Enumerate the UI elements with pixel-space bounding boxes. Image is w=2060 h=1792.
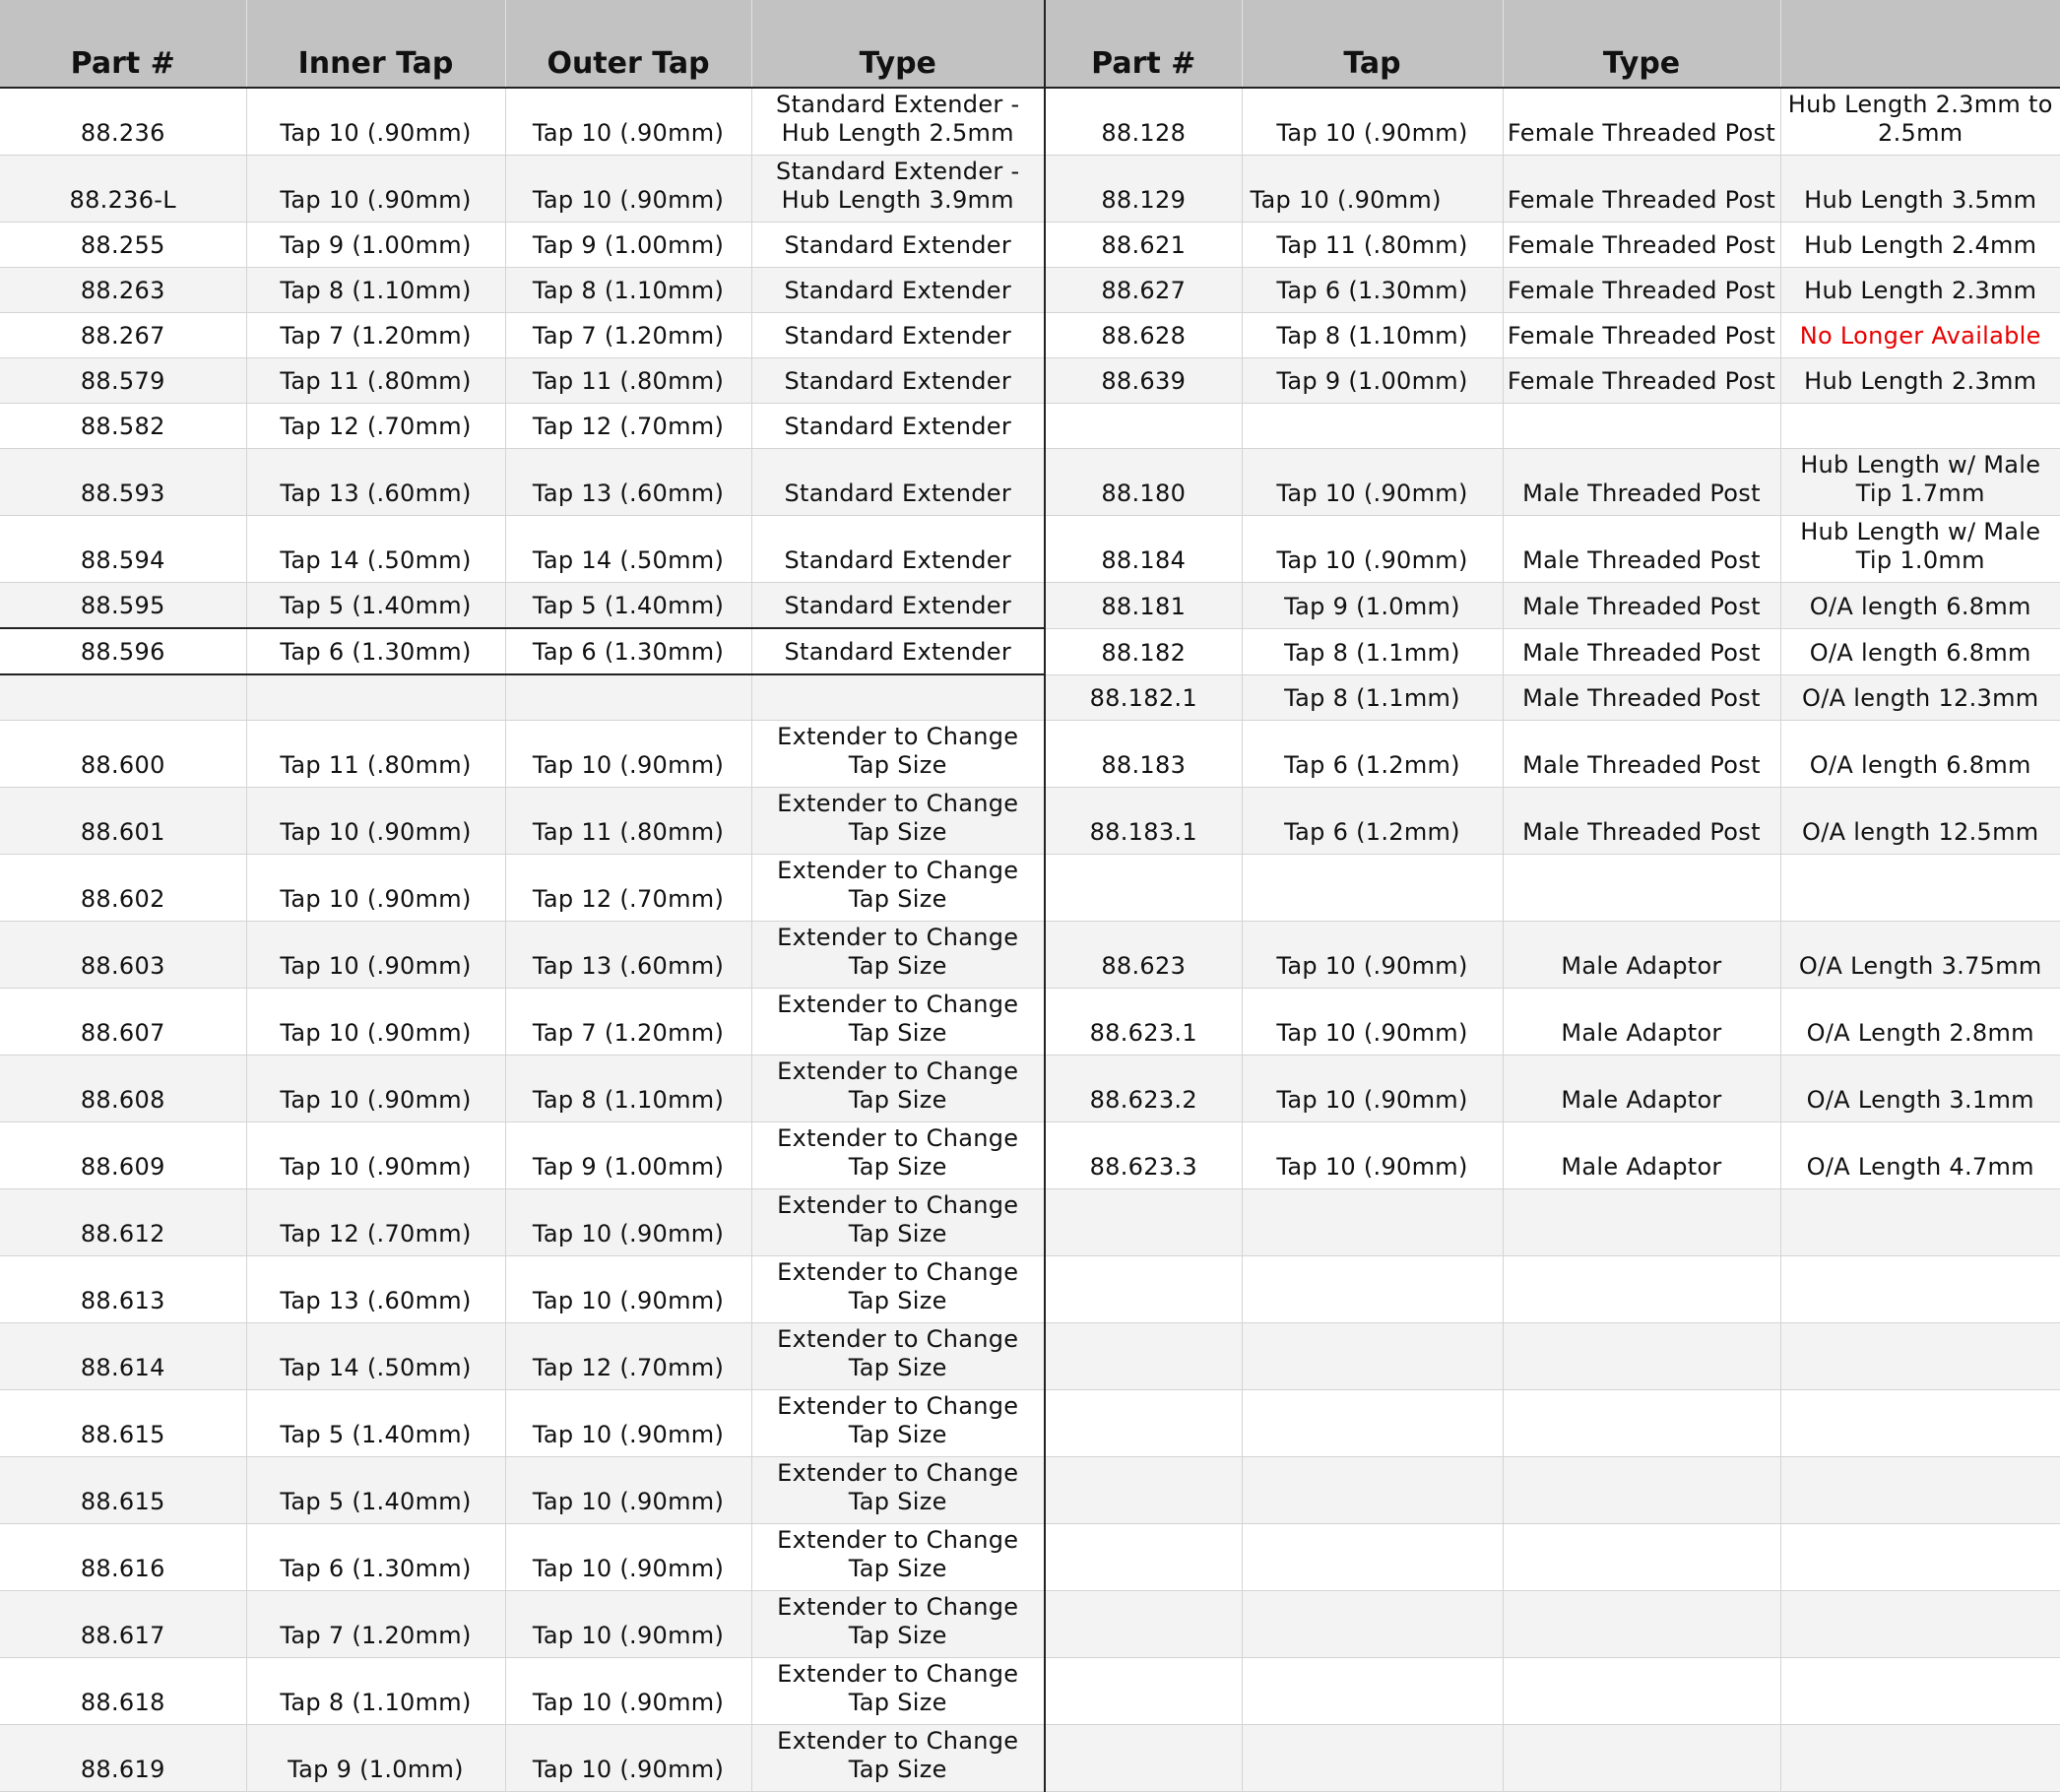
- cell-part-number[interactable]: 88.267: [0, 313, 246, 358]
- cell-post-tap[interactable]: [1242, 404, 1503, 449]
- cell-extender-type[interactable]: Standard Extender: [751, 404, 1045, 449]
- cell-notes[interactable]: [1780, 1725, 2060, 1792]
- cell-post-part-number[interactable]: [1045, 1390, 1242, 1457]
- cell-outer-tap[interactable]: Tap 14 (.50mm): [505, 516, 751, 583]
- cell-post-part-number[interactable]: 88.128: [1045, 88, 1242, 156]
- cell-extender-type[interactable]: Extender to Change Tap Size: [751, 922, 1045, 989]
- cell-part-number[interactable]: 88.582: [0, 404, 246, 449]
- cell-post-type[interactable]: [1503, 1725, 1780, 1792]
- cell-post-tap[interactable]: Tap 6 (1.2mm): [1242, 721, 1503, 788]
- cell-inner-tap[interactable]: Tap 11 (.80mm): [246, 358, 505, 404]
- cell-post-type[interactable]: [1503, 1256, 1780, 1323]
- cell-post-type[interactable]: [1503, 1658, 1780, 1725]
- cell-post-type[interactable]: Male Threaded Post: [1503, 628, 1780, 674]
- cell-extender-type[interactable]: Extender to Change Tap Size: [751, 1056, 1045, 1122]
- cell-post-type[interactable]: Male Adaptor: [1503, 1122, 1780, 1189]
- cell-extender-type[interactable]: Extender to Change Tap Size: [751, 1323, 1045, 1390]
- cell-inner-tap[interactable]: Tap 10 (.90mm): [246, 156, 505, 223]
- cell-post-part-number[interactable]: [1045, 1189, 1242, 1256]
- cell-notes[interactable]: Hub Length 2.3mm to 2.5mm: [1780, 88, 2060, 156]
- cell-inner-tap[interactable]: Tap 8 (1.10mm): [246, 268, 505, 313]
- cell-post-tap[interactable]: [1242, 1725, 1503, 1792]
- cell-extender-type[interactable]: Extender to Change Tap Size: [751, 1122, 1045, 1189]
- cell-post-tap[interactable]: [1242, 855, 1503, 922]
- cell-notes[interactable]: O/A length 12.3mm: [1780, 674, 2060, 721]
- cell-extender-type[interactable]: Standard Extender: [751, 358, 1045, 404]
- cell-outer-tap[interactable]: Tap 7 (1.20mm): [505, 313, 751, 358]
- cell-inner-tap[interactable]: Tap 13 (.60mm): [246, 449, 505, 516]
- cell-outer-tap[interactable]: Tap 10 (.90mm): [505, 156, 751, 223]
- cell-extender-type[interactable]: Standard Extender: [751, 516, 1045, 583]
- cell-notes[interactable]: [1780, 1524, 2060, 1591]
- cell-inner-tap[interactable]: Tap 6 (1.30mm): [246, 628, 505, 674]
- table-row: [0, 583, 2060, 629]
- cell-notes[interactable]: Hub Length w/ Male Tip 1.0mm: [1780, 516, 2060, 583]
- cell-post-type[interactable]: [1503, 1323, 1780, 1390]
- cell-part-number[interactable]: 88.255: [0, 223, 246, 268]
- cell-extender-type[interactable]: Extender to Change Tap Size: [751, 989, 1045, 1056]
- table-row: [0, 1256, 2060, 1323]
- cell-outer-tap[interactable]: Tap 10 (.90mm): [505, 1390, 751, 1457]
- cell-inner-tap[interactable]: Tap 9 (1.0mm): [246, 1725, 505, 1792]
- cell-outer-tap[interactable]: Tap 10 (.90mm): [505, 1591, 751, 1658]
- cell-post-tap[interactable]: Tap 10 (.90mm): [1242, 449, 1503, 516]
- cell-outer-tap[interactable]: Tap 11 (.80mm): [505, 788, 751, 855]
- cell-part-number[interactable]: 88.608: [0, 1056, 246, 1122]
- table-row: [0, 449, 2060, 516]
- cell-post-part-number[interactable]: [1045, 1524, 1242, 1591]
- cell-post-tap[interactable]: [1242, 1323, 1503, 1390]
- cell-post-tap[interactable]: Tap 10 (.90mm): [1242, 989, 1503, 1056]
- cell-notes[interactable]: [1780, 1189, 2060, 1256]
- header-post-type[interactable]: Type: [1503, 0, 1780, 88]
- cell-outer-tap[interactable]: Tap 12 (.70mm): [505, 855, 751, 922]
- cell-post-type[interactable]: [1503, 404, 1780, 449]
- cell-inner-tap[interactable]: Tap 12 (.70mm): [246, 1189, 505, 1256]
- cell-extender-type[interactable]: Standard Extender - Hub Length 2.5mm: [751, 88, 1045, 156]
- cell-outer-tap[interactable]: Tap 10 (.90mm): [505, 1658, 751, 1725]
- cell-inner-tap[interactable]: Tap 10 (.90mm): [246, 1122, 505, 1189]
- table-row: [0, 358, 2060, 404]
- cell-post-tap[interactable]: Tap 10 (.90mm): [1242, 922, 1503, 989]
- cell-post-part-number[interactable]: 88.181: [1045, 583, 1242, 629]
- cell-post-type[interactable]: [1503, 1524, 1780, 1591]
- cell-part-number[interactable]: 88.616: [0, 1524, 246, 1591]
- cell-extender-type[interactable]: Extender to Change Tap Size: [751, 1189, 1045, 1256]
- cell-post-part-number[interactable]: 88.639: [1045, 358, 1242, 404]
- cell-extender-type[interactable]: Extender to Change Tap Size: [751, 788, 1045, 855]
- cell-inner-tap[interactable]: Tap 10 (.90mm): [246, 989, 505, 1056]
- cell-notes[interactable]: O/A Length 2.8mm: [1780, 989, 2060, 1056]
- cell-part-number[interactable]: 88.613: [0, 1256, 246, 1323]
- cell-post-part-number[interactable]: 88.183: [1045, 721, 1242, 788]
- table-row: [0, 268, 2060, 313]
- table-row: [0, 1658, 2060, 1725]
- cell-notes[interactable]: Hub Length 2.4mm: [1780, 223, 2060, 268]
- cell-post-type[interactable]: Female Threaded Post: [1503, 313, 1780, 358]
- cell-post-tap[interactable]: Tap 8 (1.1mm): [1242, 628, 1503, 674]
- cell-outer-tap[interactable]: Tap 10 (.90mm): [505, 1457, 751, 1524]
- cell-post-type[interactable]: Male Threaded Post: [1503, 674, 1780, 721]
- cell-post-tap[interactable]: Tap 8 (1.1mm): [1242, 674, 1503, 721]
- table-row: [0, 721, 2060, 788]
- cell-post-tap[interactable]: Tap 9 (1.00mm): [1242, 358, 1503, 404]
- cell-outer-tap[interactable]: Tap 12 (.70mm): [505, 1323, 751, 1390]
- cell-post-part-number[interactable]: 88.182: [1045, 628, 1242, 674]
- cell-inner-tap[interactable]: Tap 9 (1.00mm): [246, 223, 505, 268]
- cell-notes[interactable]: O/A Length 3.1mm: [1780, 1056, 2060, 1122]
- cell-extender-type[interactable]: Extender to Change Tap Size: [751, 1658, 1045, 1725]
- cell-notes[interactable]: O/A length 6.8mm: [1780, 583, 2060, 629]
- cell-outer-tap[interactable]: Tap 13 (.60mm): [505, 922, 751, 989]
- cell-extender-type[interactable]: Standard Extender: [751, 223, 1045, 268]
- cell-outer-tap[interactable]: Tap 7 (1.20mm): [505, 989, 751, 1056]
- table-row: [0, 628, 2060, 674]
- table-row: [0, 156, 2060, 223]
- cell-post-type[interactable]: Female Threaded Post: [1503, 223, 1780, 268]
- cell-post-type[interactable]: Male Threaded Post: [1503, 449, 1780, 516]
- cell-extender-type[interactable]: Standard Extender: [751, 313, 1045, 358]
- cell-extender-type[interactable]: Extender to Change Tap Size: [751, 1591, 1045, 1658]
- cell-post-tap[interactable]: Tap 8 (1.10mm): [1242, 313, 1503, 358]
- table-row: [0, 788, 2060, 855]
- cell-post-tap[interactable]: Tap 10 (.90mm): [1242, 516, 1503, 583]
- table-row: [0, 1189, 2060, 1256]
- cell-part-number[interactable]: 88.236-L: [0, 156, 246, 223]
- cell-inner-tap[interactable]: [246, 674, 505, 721]
- cell-part-number[interactable]: 88.602: [0, 855, 246, 922]
- cell-inner-tap[interactable]: Tap 10 (.90mm): [246, 922, 505, 989]
- cell-post-type[interactable]: Female Threaded Post: [1503, 268, 1780, 313]
- cell-post-tap[interactable]: [1242, 1390, 1503, 1457]
- header-notes[interactable]: [1780, 0, 2060, 88]
- cell-post-type[interactable]: [1503, 1591, 1780, 1658]
- cell-post-part-number[interactable]: [1045, 1591, 1242, 1658]
- cell-inner-tap[interactable]: Tap 6 (1.30mm): [246, 1524, 505, 1591]
- cell-outer-tap[interactable]: Tap 10 (.90mm): [505, 1725, 751, 1792]
- cell-inner-tap[interactable]: Tap 10 (.90mm): [246, 855, 505, 922]
- cell-part-number[interactable]: [0, 674, 246, 721]
- cell-notes[interactable]: O/A length 6.8mm: [1780, 721, 2060, 788]
- cell-notes[interactable]: [1780, 1658, 2060, 1725]
- cell-inner-tap[interactable]: Tap 12 (.70mm): [246, 404, 505, 449]
- cell-post-type[interactable]: [1503, 1189, 1780, 1256]
- cell-notes[interactable]: [1780, 1256, 2060, 1323]
- table-row: [0, 922, 2060, 989]
- cell-inner-tap[interactable]: Tap 5 (1.40mm): [246, 1457, 505, 1524]
- cell-post-part-number[interactable]: [1045, 855, 1242, 922]
- cell-extender-type[interactable]: Extender to Change Tap Size: [751, 1457, 1045, 1524]
- cell-part-number[interactable]: 88.614: [0, 1323, 246, 1390]
- cell-post-tap[interactable]: [1242, 1524, 1503, 1591]
- cell-extender-type[interactable]: Standard Extender: [751, 583, 1045, 629]
- cell-inner-tap[interactable]: Tap 10 (.90mm): [246, 88, 505, 156]
- table-row: [0, 313, 2060, 358]
- cell-part-number[interactable]: 88.263: [0, 268, 246, 313]
- cell-post-part-number[interactable]: 88.621: [1045, 223, 1242, 268]
- cell-outer-tap[interactable]: Tap 9 (1.00mm): [505, 223, 751, 268]
- cell-post-tap[interactable]: [1242, 1256, 1503, 1323]
- cell-extender-type[interactable]: Standard Extender: [751, 628, 1045, 674]
- cell-outer-tap[interactable]: Tap 10 (.90mm): [505, 88, 751, 156]
- cell-inner-tap[interactable]: Tap 7 (1.20mm): [246, 313, 505, 358]
- cell-notes[interactable]: [1780, 1323, 2060, 1390]
- cell-outer-tap[interactable]: Tap 11 (.80mm): [505, 358, 751, 404]
- cell-outer-tap[interactable]: Tap 8 (1.10mm): [505, 1056, 751, 1122]
- cell-part-number[interactable]: 88.596: [0, 628, 246, 674]
- cell-post-type[interactable]: Female Threaded Post: [1503, 88, 1780, 156]
- cell-part-number[interactable]: 88.609: [0, 1122, 246, 1189]
- cell-post-type[interactable]: Male Adaptor: [1503, 989, 1780, 1056]
- cell-extender-type[interactable]: Extender to Change Tap Size: [751, 721, 1045, 788]
- cell-post-type[interactable]: Female Threaded Post: [1503, 156, 1780, 223]
- cell-post-tap[interactable]: Tap 6 (1.30mm): [1242, 268, 1503, 313]
- header-post-tap[interactable]: Tap: [1242, 0, 1503, 88]
- cell-post-part-number[interactable]: 88.623.1: [1045, 989, 1242, 1056]
- cell-part-number[interactable]: 88.619: [0, 1725, 246, 1792]
- cell-notes[interactable]: Hub Length w/ Male Tip 1.7mm: [1780, 449, 2060, 516]
- cell-part-number[interactable]: 88.601: [0, 788, 246, 855]
- cell-post-type[interactable]: [1503, 1457, 1780, 1524]
- cell-post-part-number[interactable]: [1045, 1323, 1242, 1390]
- cell-post-part-number[interactable]: 88.623.3: [1045, 1122, 1242, 1189]
- cell-outer-tap[interactable]: Tap 6 (1.30mm): [505, 628, 751, 674]
- cell-notes[interactable]: [1780, 1457, 2060, 1524]
- cell-part-number[interactable]: 88.607: [0, 989, 246, 1056]
- cell-post-tap[interactable]: Tap 6 (1.2mm): [1242, 788, 1503, 855]
- table-row: [0, 516, 2060, 583]
- cell-post-part-number[interactable]: 88.184: [1045, 516, 1242, 583]
- cell-part-number[interactable]: 88.595: [0, 583, 246, 629]
- cell-outer-tap[interactable]: Tap 9 (1.00mm): [505, 1122, 751, 1189]
- table-row: [0, 1323, 2060, 1390]
- cell-part-number[interactable]: 88.236: [0, 88, 246, 156]
- cell-part-number[interactable]: 88.600: [0, 721, 246, 788]
- cell-notes[interactable]: [1780, 1390, 2060, 1457]
- cell-post-tap[interactable]: [1242, 1189, 1503, 1256]
- cell-inner-tap[interactable]: Tap 5 (1.40mm): [246, 583, 505, 629]
- cell-inner-tap[interactable]: Tap 14 (.50mm): [246, 1323, 505, 1390]
- cell-inner-tap[interactable]: Tap 5 (1.40mm): [246, 1390, 505, 1457]
- cell-post-tap[interactable]: [1242, 1591, 1503, 1658]
- cell-notes[interactable]: Hub Length 2.3mm: [1780, 268, 2060, 313]
- cell-notes[interactable]: O/A length 12.5mm: [1780, 788, 2060, 855]
- table-row: [0, 88, 2060, 156]
- cell-post-type[interactable]: Male Threaded Post: [1503, 516, 1780, 583]
- cell-post-part-number[interactable]: [1045, 1256, 1242, 1323]
- cell-part-number[interactable]: 88.594: [0, 516, 246, 583]
- cell-post-tap[interactable]: Tap 10 (.90mm): [1242, 1122, 1503, 1189]
- table-row: [0, 989, 2060, 1056]
- cell-inner-tap[interactable]: Tap 10 (.90mm): [246, 788, 505, 855]
- cell-inner-tap[interactable]: Tap 7 (1.20mm): [246, 1591, 505, 1658]
- cell-outer-tap[interactable]: Tap 12 (.70mm): [505, 404, 751, 449]
- cell-part-number[interactable]: 88.593: [0, 449, 246, 516]
- header-inner-tap[interactable]: Inner Tap: [246, 0, 505, 88]
- table-row: [0, 1725, 2060, 1792]
- cell-extender-type[interactable]: Standard Extender: [751, 449, 1045, 516]
- cell-post-part-number[interactable]: 88.628: [1045, 313, 1242, 358]
- cell-extender-type[interactable]: Extender to Change Tap Size: [751, 1390, 1045, 1457]
- table-row: [0, 1056, 2060, 1122]
- cell-extender-type[interactable]: Extender to Change Tap Size: [751, 855, 1045, 922]
- cell-post-part-number[interactable]: 88.129: [1045, 156, 1242, 223]
- cell-post-part-number[interactable]: 88.623: [1045, 922, 1242, 989]
- cell-inner-tap[interactable]: Tap 13 (.60mm): [246, 1256, 505, 1323]
- cell-post-type[interactable]: Female Threaded Post: [1503, 358, 1780, 404]
- cell-post-type[interactable]: Male Threaded Post: [1503, 721, 1780, 788]
- table-row: [0, 1457, 2060, 1524]
- cell-post-tap[interactable]: Tap 11 (.80mm): [1242, 223, 1503, 268]
- cell-outer-tap[interactable]: Tap 13 (.60mm): [505, 449, 751, 516]
- cell-part-number[interactable]: 88.603: [0, 922, 246, 989]
- table-row: [0, 223, 2060, 268]
- cell-post-tap[interactable]: Tap 10 (.90mm): [1242, 88, 1503, 156]
- header-post-part-number[interactable]: Part #: [1045, 0, 1242, 88]
- cell-notes[interactable]: [1780, 855, 2060, 922]
- cell-extender-type[interactable]: Extender to Change Tap Size: [751, 1256, 1045, 1323]
- cell-outer-tap[interactable]: Tap 10 (.90mm): [505, 1189, 751, 1256]
- cell-outer-tap[interactable]: [505, 674, 751, 721]
- cell-inner-tap[interactable]: Tap 11 (.80mm): [246, 721, 505, 788]
- cell-post-part-number[interactable]: 88.627: [1045, 268, 1242, 313]
- cell-part-number[interactable]: 88.615: [0, 1457, 246, 1524]
- cell-inner-tap[interactable]: Tap 10 (.90mm): [246, 1056, 505, 1122]
- cell-inner-tap[interactable]: Tap 14 (.50mm): [246, 516, 505, 583]
- cell-inner-tap[interactable]: Tap 8 (1.10mm): [246, 1658, 505, 1725]
- cell-outer-tap[interactable]: Tap 5 (1.40mm): [505, 583, 751, 629]
- cell-post-part-number[interactable]: [1045, 1658, 1242, 1725]
- cell-post-tap[interactable]: Tap 9 (1.0mm): [1242, 583, 1503, 629]
- cell-post-tap[interactable]: [1242, 1457, 1503, 1524]
- cell-part-number[interactable]: 88.615: [0, 1390, 246, 1457]
- cell-post-part-number[interactable]: [1045, 404, 1242, 449]
- header-outer-tap[interactable]: Outer Tap: [505, 0, 751, 88]
- cell-extender-type[interactable]: Extender to Change Tap Size: [751, 1725, 1045, 1792]
- cell-outer-tap[interactable]: Tap 10 (.90mm): [505, 1256, 751, 1323]
- cell-notes[interactable]: O/A Length 4.7mm: [1780, 1122, 2060, 1189]
- cell-notes[interactable]: [1780, 404, 2060, 449]
- table-row: [0, 1122, 2060, 1189]
- table-body: [0, 88, 2060, 1792]
- cell-post-type[interactable]: Male Threaded Post: [1503, 788, 1780, 855]
- cell-post-tap[interactable]: Tap 10 (.90mm): [1242, 1056, 1503, 1122]
- cell-notes[interactable]: O/A Length 3.75mm: [1780, 922, 2060, 989]
- table-row: [0, 1524, 2060, 1591]
- cell-notes[interactable]: O/A length 6.8mm: [1780, 628, 2060, 674]
- header-part-number[interactable]: Part #: [0, 0, 246, 88]
- table-row: [0, 1390, 2060, 1457]
- cell-part-number[interactable]: 88.618: [0, 1658, 246, 1725]
- cell-post-part-number[interactable]: [1045, 1725, 1242, 1792]
- cell-extender-type[interactable]: Standard Extender - Hub Length 3.9mm: [751, 156, 1045, 223]
- cell-post-part-number[interactable]: 88.182.1: [1045, 674, 1242, 721]
- cell-post-type[interactable]: Male Adaptor: [1503, 1056, 1780, 1122]
- cell-outer-tap[interactable]: Tap 10 (.90mm): [505, 1524, 751, 1591]
- cell-extender-type[interactable]: Standard Extender: [751, 268, 1045, 313]
- cell-outer-tap[interactable]: Tap 8 (1.10mm): [505, 268, 751, 313]
- cell-part-number[interactable]: 88.612: [0, 1189, 246, 1256]
- cell-post-part-number[interactable]: 88.183.1: [1045, 788, 1242, 855]
- table-row: [0, 855, 2060, 922]
- table-row: [0, 404, 2060, 449]
- cell-post-tap[interactable]: Tap 10 (.90mm): [1242, 156, 1503, 223]
- cell-notes[interactable]: Hub Length 3.5mm: [1780, 156, 2060, 223]
- header-row: [0, 0, 2060, 88]
- cell-post-tap[interactable]: [1242, 1658, 1503, 1725]
- cell-post-type[interactable]: Male Adaptor: [1503, 922, 1780, 989]
- cell-notes[interactable]: [1780, 1591, 2060, 1658]
- cell-outer-tap[interactable]: Tap 10 (.90mm): [505, 721, 751, 788]
- cell-extender-type[interactable]: Extender to Change Tap Size: [751, 1524, 1045, 1591]
- cell-post-part-number[interactable]: 88.180: [1045, 449, 1242, 516]
- cell-post-type[interactable]: [1503, 1390, 1780, 1457]
- cell-post-type[interactable]: Male Threaded Post: [1503, 583, 1780, 629]
- cell-post-type[interactable]: [1503, 855, 1780, 922]
- cell-notes[interactable]: No Longer Available: [1780, 313, 2060, 358]
- cell-notes[interactable]: Hub Length 2.3mm: [1780, 358, 2060, 404]
- header-extender-type[interactable]: Type: [751, 0, 1045, 88]
- cell-extender-type[interactable]: [751, 674, 1045, 721]
- table-row: [0, 674, 2060, 721]
- cell-part-number[interactable]: 88.579: [0, 358, 246, 404]
- cell-post-part-number[interactable]: 88.623.2: [1045, 1056, 1242, 1122]
- table-row: [0, 1591, 2060, 1658]
- cell-post-part-number[interactable]: [1045, 1457, 1242, 1524]
- cell-part-number[interactable]: 88.617: [0, 1591, 246, 1658]
